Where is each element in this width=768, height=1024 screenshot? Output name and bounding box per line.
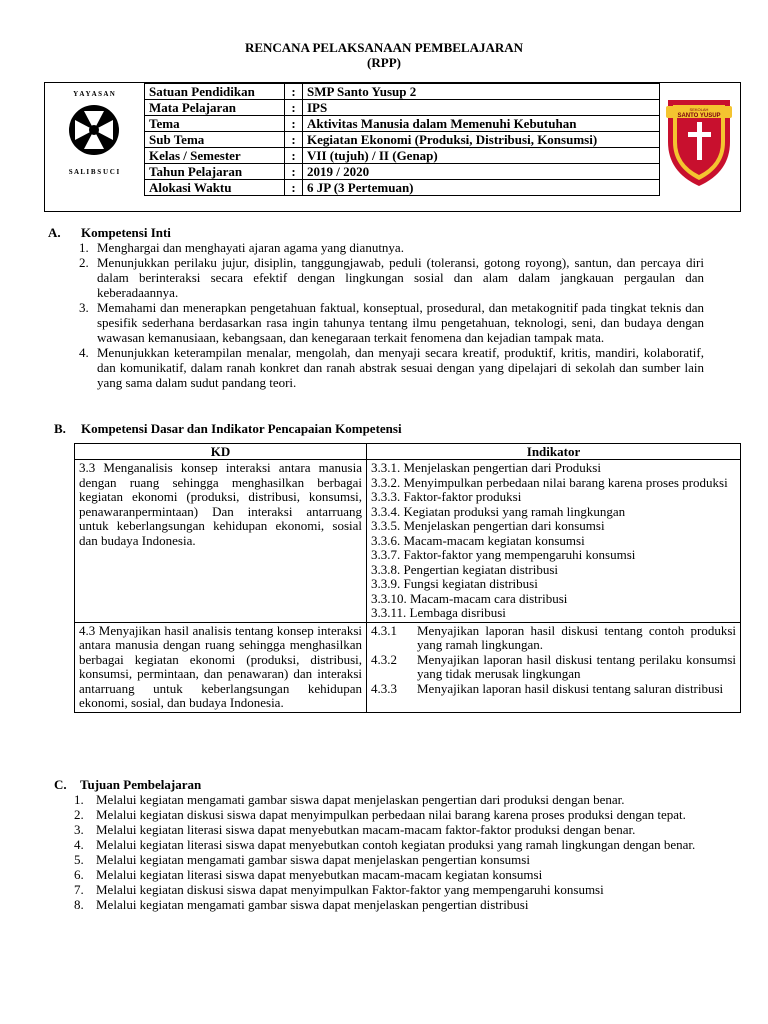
tujuan-pembelajaran-list — [74, 792, 704, 912]
section-b-heading: B. Kompetensi Dasar dan Indikator Pencapaian Kompetensi — [54, 421, 402, 436]
indikator-cell: 3.3.1. Menjelaskan pengertian dari Produksi 3.3.2. Menyimpulkan perbedaan nilai barang karena proses produksi 3.3.3. Faktor-faktor produksi 3.3.4. Kegiatan produksi yang ramah lingkungan 3.3.5. Menjelaskan pengertian dari konsumsi 3.3.6. Macam-macam kegiatan konsumsi 3.3.7. Faktor-faktor yang mempengaruhi konsumsi 3.3.8. Pengertian kegiatan distribusi 3.3.9. Fungsi kegiatan distribusi 3.3.10. Macam-macam cara distribusi 3.3.11. Lembaga disribusi — [367, 460, 741, 623]
list-item: 5. Melalui kegiatan mengamati gambar siswa dapat menjelaskan pengertian konsumsi — [74, 852, 530, 867]
list-item: 4. Menunjukkan keterampilan menalar, mengolah, dan menyaji secara kreatif, produktif, kritis, mandiri, kolaboratif, dan komunikatif, dalam ranah konkret dan ranah abstrak sesuai dengan yang dipelajari di sekolah dan sumber lain yang sama dalam sudut pandang teori. — [79, 345, 704, 390]
indikator-column-header: Indikator — [367, 444, 741, 460]
svg-text:Y A Y A S A N: Y A Y A S A N — [73, 90, 115, 98]
list-item: 2. Melalui kegiatan diskusi siswa dapat menyimpulkan perbedaan nilai barang karena proses produksi dengan tepat. — [74, 807, 686, 822]
kd-column-header: KD — [75, 444, 367, 460]
kd-cell: 3.3 Menganalisis konsep interaksi antara manusia dengan ruang sehingga menghasilkan berbagai kegiatan ekonomi (produksi, distribusi, konsumsi, penawaranpermintaan) Dan interaksi antarruang untuk keberlangsungan kehidupan ekonomi, sosial dan budaya Indonesia. — [75, 460, 367, 623]
list-item: 7. Melalui kegiatan diskusi siswa dapat menyimpulkan Faktor-faktor yang mempengaruhi konsumsi — [74, 882, 604, 897]
info-row: Tahun Pelajaran : 2019 / 2020 — [145, 164, 660, 180]
list-item: 3. Melalui kegiatan literasi siswa dapat menyebutkan macam-macam faktor-faktor produksi dengan benar. — [74, 822, 636, 837]
info-row: Kelas / Semester : VII (tujuh) / II (Genap) — [145, 148, 660, 164]
kd-indikator-table — [74, 443, 741, 713]
kd-cell: 4.3 Menyajikan hasil analisis tentang konsep interaksi antara manusia dengan ruang sehingga menghasilkan berbagai kegiatan ekonomi (produksi, distribusi, konsumsi, permintaan, dan penawaran) dan interaksi antarruang untuk keberlangsungan kehidupan ekonomi, sosial, dan budaya Indonesia. — [75, 622, 367, 712]
info-row: Mata Pelajaran : IPS — [145, 100, 660, 116]
list-item: 8. Melalui kegiatan mengamati gambar siswa dapat menjelaskan pengertian distribusi — [74, 897, 529, 912]
document-subtitle: (RPP) — [367, 55, 401, 70]
svg-text:SANTO YUSUP: SANTO YUSUP — [677, 113, 721, 119]
identity-table — [144, 83, 660, 196]
info-row: Satuan Pendidikan : SMP Santo Yusup 2 — [145, 84, 660, 100]
yayasan-salib-suci-logo — [48, 86, 140, 178]
list-item: 2. Menunjukkan perilaku jujur, disiplin, tanggungjawab, peduli (toleransi, gotong royong), santun, dan percaya diri dalam berinteraksi secara efektif dengan lingkungan sosial dan alam dalam jangkauan pergaulan dan keberadaannya. — [79, 255, 704, 300]
section-a-heading: A. Kompetensi Inti — [48, 225, 171, 240]
section-c-heading: C. Tujuan Pembelajaran — [54, 777, 202, 792]
svg-text:SEKOLAH: SEKOLAH — [689, 107, 709, 112]
info-row: Alokasi Waktu : 6 JP (3 Pertemuan) — [145, 180, 660, 196]
document-title: RENCANA PELAKSANAAN PEMBELAJARAN — [244, 40, 524, 55]
svg-text:S A L I B S U C I: S A L I B S U C I — [68, 168, 120, 176]
table-row — [75, 460, 741, 623]
kompetensi-inti-list — [79, 240, 704, 390]
indikator-cell: 4.3.1 Menyajikan laporan hasil diskusi tentang contoh produksi yang ramah lingkungan. 4.3.2 Menyajikan laporan hasil diskusi tentang perilaku konsumsi yang tidak merusak lingkungan 4.3.3 Menyajikan laporan hasil diskusi tentang saluran distribusi — [367, 622, 741, 712]
santo-yusup-school-logo — [664, 92, 734, 188]
info-row: Sub Tema : Kegiatan Ekonomi (Produksi, Distribusi, Konsumsi) — [145, 132, 660, 148]
table-row — [75, 622, 741, 712]
info-row: Tema : Aktivitas Manusia dalam Memenuhi Kebutuhan — [145, 116, 660, 132]
list-item: 4. Melalui kegiatan literasi siswa dapat menyebutkan contoh kegiatan produksi yang ramah lingkungan dengan benar. — [74, 837, 696, 852]
list-item: 3. Memahami dan menerapkan pengetahuan faktual, konseptual, prosedural, dan metakognitif pada tingkat teknis dan spesifik sederhana berdasarkan rasa ingin tahunya tentang ilmu pengetahuan, teknologi, seni, dan budaya dengan wawasan kemanusiaan, kebangsaan, dan kenegaraan terkait fenomena dan kejadian tampak mata. — [79, 300, 704, 345]
list-item: 6. Melalui kegiatan literasi siswa dapat menyebutkan macam-macam kegiatan konsumsi — [74, 867, 543, 882]
list-item: 1. Menghargai dan menghayati ajaran agama yang dianutnya. — [79, 240, 404, 255]
list-item: 1. Melalui kegiatan mengamati gambar siswa dapat menjelaskan pengertian dari produksi dengan benar. — [74, 792, 625, 807]
